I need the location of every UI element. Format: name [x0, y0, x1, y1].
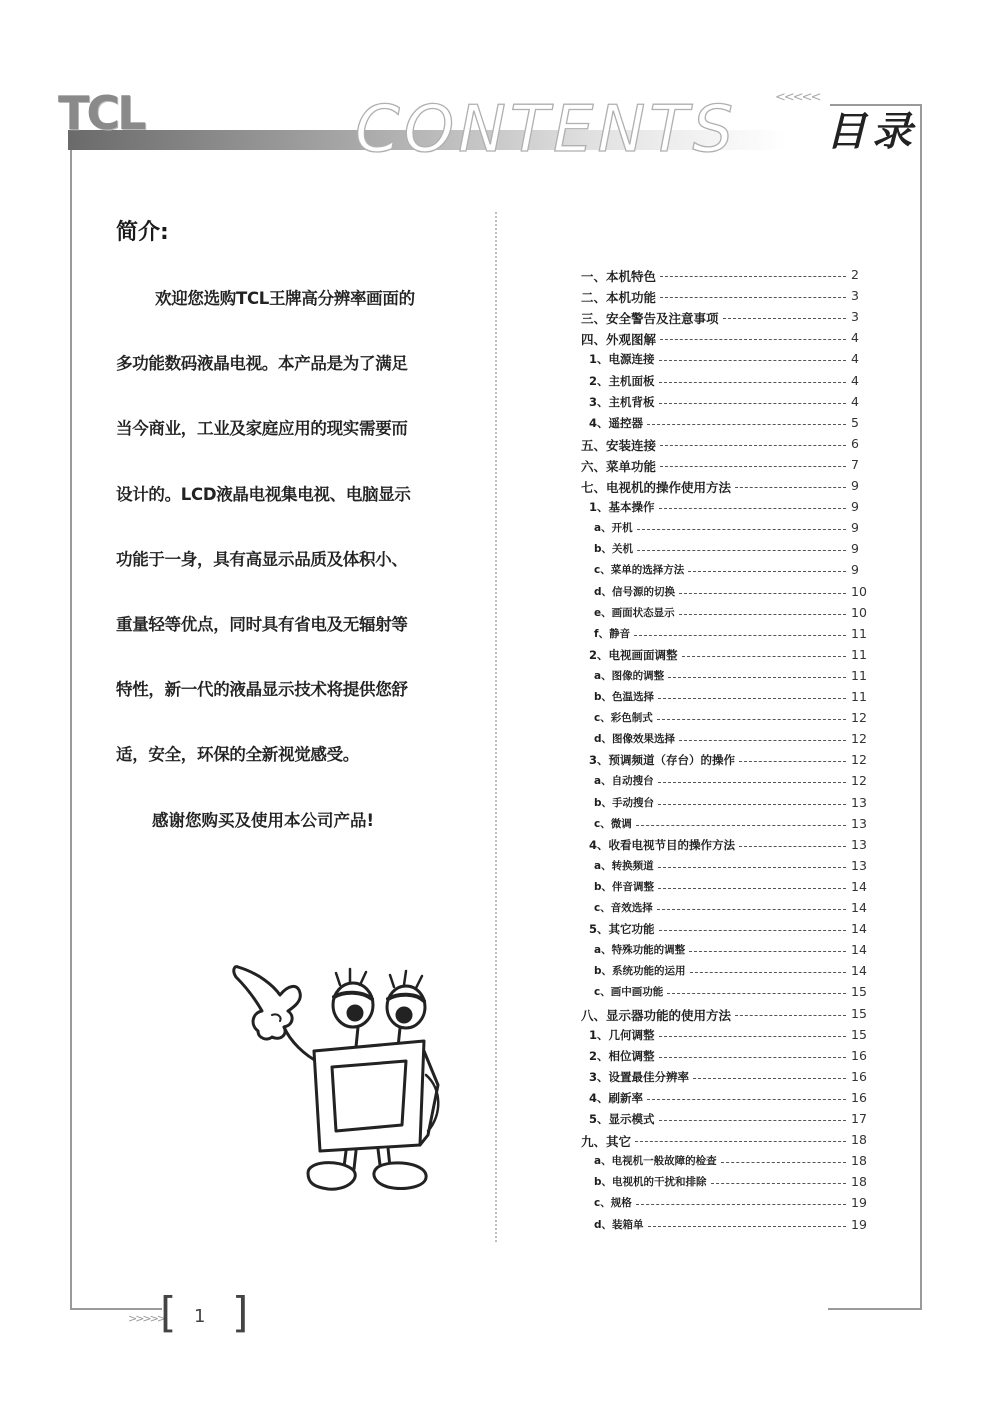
toc-leader-line — [660, 297, 846, 298]
toc-entry — [0, 288, 994, 308]
toc-entry — [0, 330, 994, 350]
toc-entry-page: 12 — [851, 710, 867, 726]
toc-entry — [0, 900, 994, 920]
toc-entry-label: f、静音 — [594, 627, 631, 640]
toc-entry-page: 15 — [851, 984, 867, 1000]
intro-line: 功能于一身，具有高显示品质及体积小、 — [116, 550, 408, 569]
toc-leader-line — [637, 550, 846, 551]
toc-entry-page: 4 — [851, 330, 859, 346]
toc-entry-label: 4、刷新率 — [589, 1090, 644, 1105]
toc-entry-page: 19 — [851, 1195, 867, 1211]
toc-entry — [0, 837, 994, 857]
toc-entry-label: b、手动搜台 — [594, 796, 655, 809]
toc-entry-page: 18 — [851, 1132, 867, 1148]
toc-entry-page: 9 — [851, 562, 859, 578]
header-chevrons: <<<<< — [775, 90, 820, 105]
toc-entry-label: 2、电视画面调整 — [589, 647, 678, 662]
toc-entry-label: c、画中画功能 — [594, 986, 664, 999]
contents-heading: CONTENTS — [355, 93, 738, 167]
toc-entry-page: 7 — [851, 456, 859, 472]
toc-entry-label: 七、电视机的操作使用方法 — [581, 480, 732, 495]
toc-entry-label: d、装箱单 — [594, 1218, 644, 1231]
toc-entry-page: 10 — [851, 604, 867, 620]
toc-entry-label: d、信号源的切换 — [594, 585, 676, 598]
toc-entry-page: 3 — [851, 288, 859, 304]
intro-line: 多功能数码液晶电视。本产品是为了满足 — [116, 354, 408, 373]
toc-entry-label: c、微调 — [594, 817, 632, 830]
toc-entry — [0, 858, 994, 878]
toc-leader-line — [739, 846, 846, 847]
toc-entry-page: 12 — [851, 731, 867, 747]
toc-entry-page: 13 — [851, 794, 867, 810]
intro-line: 适，安全，环保的全新视觉感受。 — [116, 745, 360, 764]
toc-leader-line — [679, 593, 846, 594]
toc-entry-page: 19 — [851, 1216, 867, 1232]
toc-entry-page: 14 — [851, 963, 867, 979]
toc-entry-label: 四、外观图解 — [581, 332, 657, 348]
toc-leader-line — [635, 1141, 846, 1142]
toc-entry-page: 5 — [851, 414, 859, 430]
toc-entry-page: 17 — [851, 1111, 867, 1126]
toc-entry-page: 9 — [851, 499, 859, 515]
toc-entry-label: 二、本机功能 — [581, 290, 657, 306]
toc-leader-line — [659, 382, 846, 383]
footer-chevrons: >>>>> — [128, 1312, 165, 1325]
toc-leader-line — [735, 487, 846, 488]
toc-entry — [0, 879, 994, 899]
toc-leader-line — [679, 614, 846, 615]
toc-entry — [0, 668, 994, 688]
toc-entry-page: 18 — [851, 1174, 867, 1190]
toc-leader-line — [660, 339, 846, 340]
toc-entry-label: 九、其它 — [581, 1134, 632, 1150]
toc-leader-line — [659, 930, 846, 931]
toc-entry-label: a、转换频道 — [594, 859, 654, 872]
toc-entry — [0, 1027, 994, 1047]
toc-entry-page: 9 — [851, 541, 859, 557]
toc-leader-line — [739, 761, 846, 762]
toc-entry — [0, 984, 994, 1004]
toc-entry — [0, 795, 994, 815]
toc-entry-label: e、画面状态显示 — [594, 606, 675, 619]
toc-entry-page: 11 — [851, 667, 867, 683]
toc-entry-page: 4 — [851, 393, 859, 409]
toc-entry-page: 18 — [851, 1153, 867, 1169]
toc-entry — [0, 309, 994, 329]
toc-entry-label: 3、预调频道（存台）的操作 — [589, 753, 736, 768]
toc-entry-page: 9 — [851, 478, 859, 493]
toc-entry-page: 6 — [851, 435, 859, 451]
thanks-line: 感谢您购买及使用本公司产品! — [152, 811, 375, 830]
toc-entry — [0, 710, 994, 730]
toc-entry-label: b、系统功能的运用 — [594, 965, 686, 978]
toc-entry — [0, 1006, 994, 1026]
toc-entry-page: 10 — [851, 583, 867, 599]
toc-entry — [0, 541, 994, 561]
toc-entry-label: c、菜单的选择方法 — [594, 564, 685, 577]
toc-entry-label: a、电视机一般故障的检查 — [594, 1155, 717, 1168]
toc-entry-label: 一、本机特色 — [581, 269, 657, 284]
toc-leader-line — [658, 804, 846, 805]
toc-leader-line — [667, 993, 846, 994]
toc-entry-label: 3、设置最佳分辨率 — [589, 1069, 690, 1084]
toc-leader-line — [659, 1120, 846, 1121]
toc-entry-page: 9 — [851, 520, 859, 536]
toc-entry-label: 4、遥控器 — [589, 415, 644, 430]
toc-entry-label: a、开机 — [594, 522, 633, 535]
toc-entry — [0, 773, 994, 793]
toc-leader-line — [658, 698, 846, 699]
footer-bracket-left: [ — [160, 1288, 177, 1337]
brand-logo: TCL — [58, 86, 144, 140]
toc-entry — [0, 373, 994, 393]
toc-entry — [0, 689, 994, 709]
toc-entry — [0, 1217, 994, 1237]
toc-entry-page: 15 — [851, 1005, 867, 1021]
intro-line: 欢迎您选购TCL王牌高分辨率画面的 — [155, 289, 415, 308]
toc-entry — [0, 942, 994, 962]
toc-entry-page: 2 — [851, 267, 859, 282]
toc-entry — [0, 647, 994, 667]
toc-leader-line — [688, 571, 846, 572]
toc-leader-line — [659, 403, 846, 404]
toc-leader-line — [721, 1162, 846, 1163]
toc-entry-label: 1、几何调整 — [589, 1027, 655, 1042]
toc-leader-line — [668, 677, 846, 678]
toc-entry-label: 五、安装连接 — [581, 437, 657, 453]
frame-line-bottom-left — [70, 1308, 162, 1310]
toc-entry-label: b、关机 — [594, 543, 634, 556]
toc-leader-line — [679, 740, 846, 741]
toc-entry-label: a、自动搜台 — [594, 775, 654, 788]
toc-entry — [0, 267, 994, 287]
page-title: 目录 — [826, 108, 918, 155]
frame-line-top-right — [830, 104, 922, 106]
toc-entry — [0, 520, 994, 540]
toc-entry-label: b、电视机的干扰和排除 — [594, 1176, 707, 1189]
toc-leader-line — [634, 635, 846, 636]
toc-entry-page: 13 — [851, 857, 867, 873]
toc-entry-label: b、色温选择 — [594, 691, 655, 703]
toc-leader-line — [657, 719, 846, 720]
intro-heading: 简介: — [116, 220, 169, 245]
toc-entry — [0, 1069, 994, 1089]
toc-entry-label: 1、电源连接 — [589, 352, 655, 367]
toc-entry — [0, 584, 994, 604]
toc-entry-label: 4、收看电视节目的操作方法 — [589, 837, 736, 852]
toc-entry — [0, 626, 994, 646]
toc-leader-line — [659, 1057, 846, 1058]
toc-entry — [0, 351, 994, 371]
toc-entry-page: 12 — [851, 773, 867, 789]
toc-entry-page: 13 — [851, 836, 867, 852]
toc-leader-line — [689, 951, 846, 952]
toc-entry-label: 2、相位调整 — [589, 1048, 655, 1063]
intro-line: 重量轻等优点，同时具有省电及无辐射等 — [116, 615, 408, 634]
toc-leader-line — [657, 909, 846, 910]
intro-line: 当今商业，工业及家庭应用的现实需要而 — [116, 419, 408, 438]
toc-entry — [0, 1195, 994, 1215]
toc-entry-label: d、图像效果选择 — [594, 733, 676, 746]
toc-entry-page: 16 — [851, 1089, 867, 1105]
toc-entry — [0, 478, 994, 498]
toc-entry-page: 14 — [851, 878, 867, 894]
intro-line: 特性，新一代的液晶显示技术将提供您舒 — [116, 680, 408, 699]
toc-entry-label: a、图像的调整 — [594, 669, 665, 682]
toc-entry-label: 3、主机背板 — [589, 394, 655, 409]
toc-leader-line — [648, 1226, 846, 1227]
toc-entry-label: b、伴音调整 — [594, 880, 655, 893]
toc-entry — [0, 963, 994, 983]
toc-entry — [0, 1132, 994, 1152]
toc-entry — [0, 1090, 994, 1110]
toc-leader-line — [659, 508, 846, 509]
toc-entry-label: 2、主机面板 — [589, 373, 655, 388]
toc-leader-line — [735, 1015, 846, 1016]
toc-leader-line — [647, 424, 846, 425]
toc-leader-line — [659, 1036, 846, 1037]
toc-entry — [0, 562, 994, 582]
toc-leader-line — [637, 529, 846, 530]
toc-entry — [0, 1153, 994, 1173]
toc-entry-label: 八、显示器功能的使用方法 — [581, 1007, 732, 1023]
toc-entry-page: 15 — [851, 1026, 867, 1042]
toc-entry-label: 1、基本操作 — [589, 500, 655, 515]
toc-leader-line — [660, 445, 846, 446]
toc-entry — [0, 1048, 994, 1068]
toc-entry — [0, 499, 994, 519]
toc-leader-line — [636, 825, 846, 826]
toc-leader-line — [690, 972, 846, 973]
toc-entry — [0, 1174, 994, 1194]
toc-entry-label: 5、显示模式 — [589, 1112, 655, 1126]
toc-leader-line — [711, 1183, 846, 1184]
toc-entry-page: 4 — [851, 351, 859, 367]
toc-entry — [0, 605, 994, 625]
toc-entry-label: a、特殊功能的调整 — [594, 944, 686, 957]
toc-entry-page: 14 — [851, 900, 867, 915]
toc-leader-line — [636, 1204, 846, 1205]
toc-entry-page: 12 — [851, 752, 867, 768]
footer-bracket-right: ] — [232, 1288, 249, 1337]
toc-entry — [0, 394, 994, 414]
toc-entry-page: 4 — [851, 372, 859, 388]
toc-entry-label: c、规格 — [594, 1197, 632, 1210]
toc-entry — [0, 436, 994, 456]
intro-line: 设计的。LCD液晶电视集电视、电脑显示 — [116, 485, 411, 504]
toc-leader-line — [658, 782, 846, 783]
toc-entry — [0, 457, 994, 477]
frame-line-bottom-right — [828, 1308, 922, 1310]
toc-leader-line — [647, 1099, 846, 1100]
toc-entry — [0, 816, 994, 836]
toc-entry-page: 16 — [851, 1047, 867, 1063]
toc-entry-label: 三、安全警告及注意事项 — [581, 311, 719, 327]
toc-entry-page: 16 — [851, 1068, 867, 1084]
toc-entry — [0, 1111, 994, 1131]
toc-entry-label: c、彩色制式 — [594, 712, 653, 725]
toc-entry-page: 11 — [851, 625, 867, 641]
toc-entry-label: 5、其它功能 — [589, 922, 655, 937]
page-number: 1 — [194, 1306, 206, 1327]
toc-leader-line — [658, 867, 846, 868]
toc-entry-page: 14 — [851, 921, 867, 937]
toc-leader-line — [723, 318, 846, 319]
toc-entry-page: 13 — [851, 815, 867, 831]
toc-entry-page: 3 — [851, 309, 859, 325]
toc-entry-page: 14 — [851, 942, 867, 958]
toc-leader-line — [693, 1078, 846, 1079]
toc-leader-line — [660, 276, 846, 277]
toc-entry-page: 11 — [851, 646, 867, 662]
toc-entry-label: c、音效选择 — [594, 902, 653, 914]
toc-entry — [0, 752, 994, 772]
toc-leader-line — [659, 360, 846, 361]
toc-leader-line — [658, 888, 846, 889]
toc-entry — [0, 731, 994, 751]
toc-entry-label: 六、菜单功能 — [581, 458, 657, 474]
toc-leader-line — [682, 656, 846, 657]
toc-leader-line — [660, 466, 846, 467]
toc-entry-page: 11 — [851, 689, 867, 704]
toc-entry — [0, 415, 994, 435]
toc-entry — [0, 921, 994, 941]
